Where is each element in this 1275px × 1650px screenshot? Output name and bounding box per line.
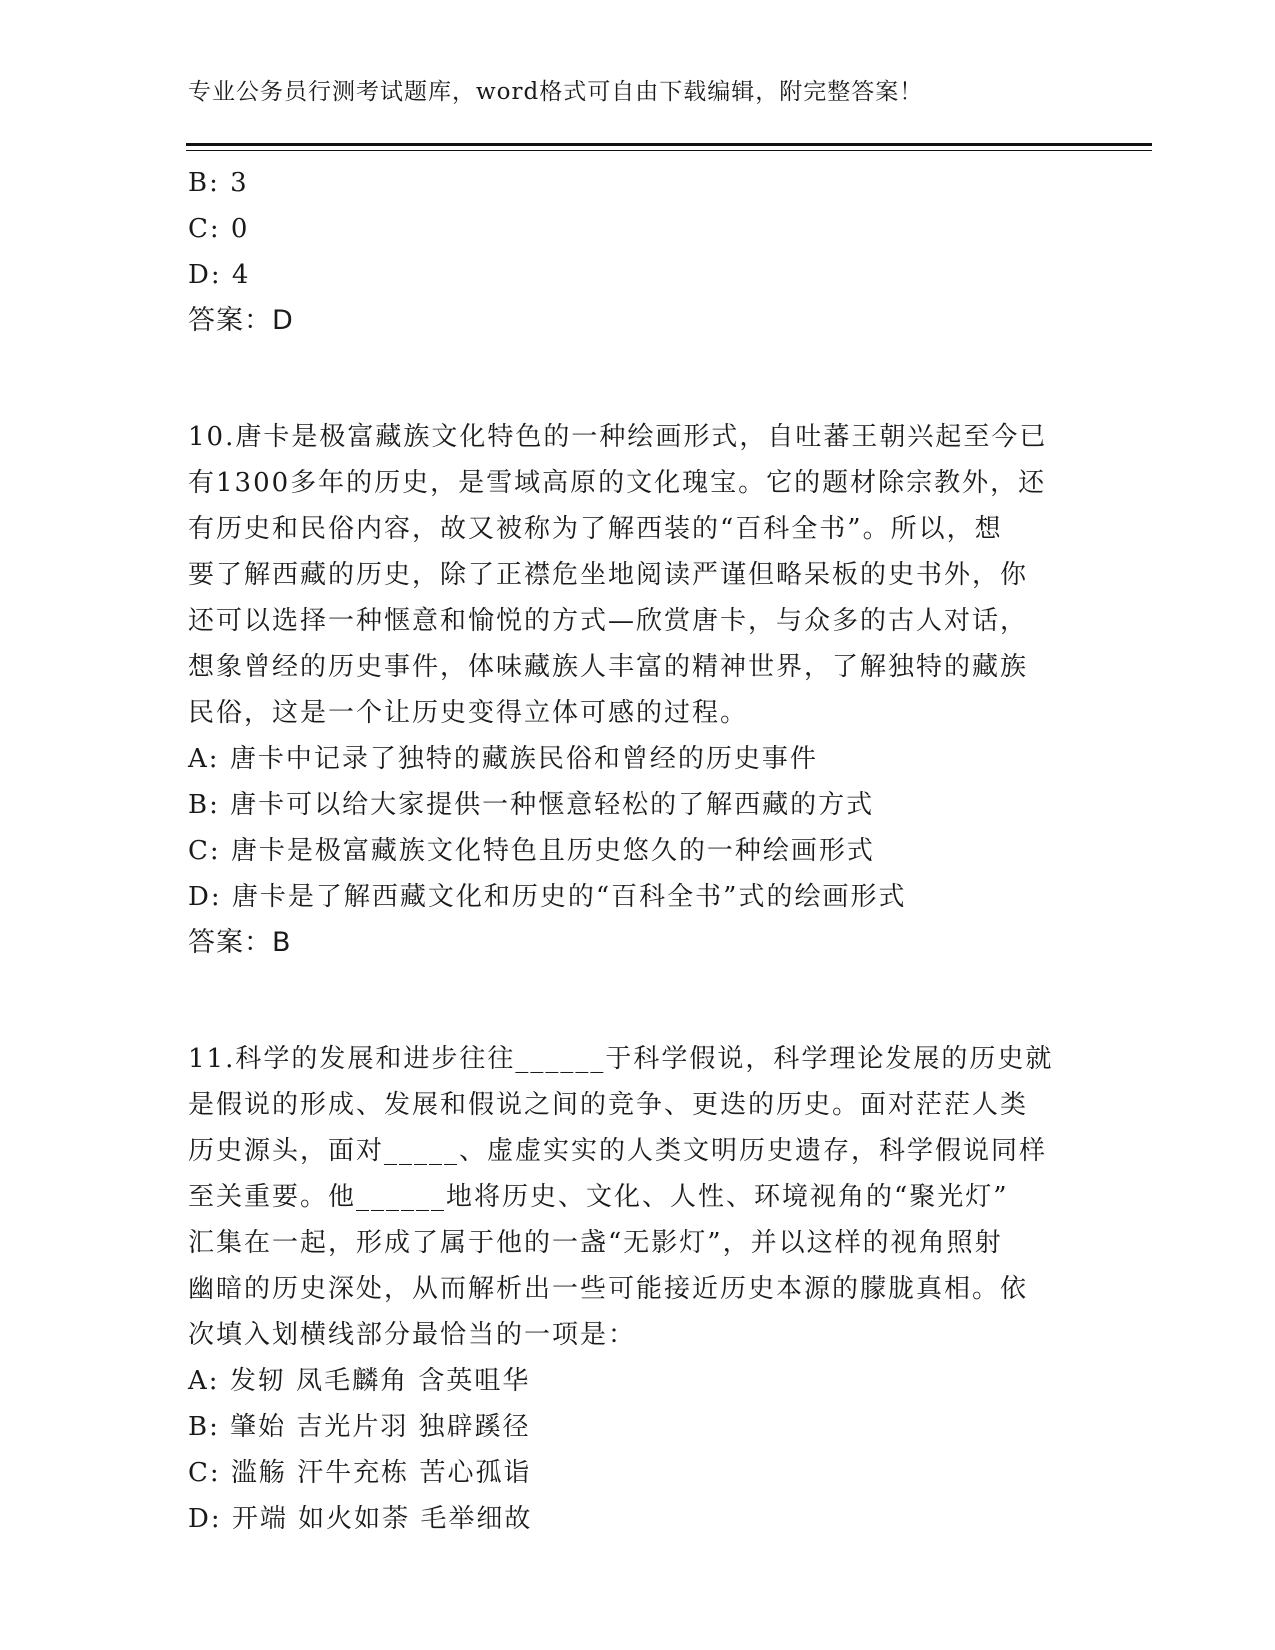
option-text: 唐卡是极富藏族文化特色且历史悠久的一种绘画形式 — [230, 836, 875, 866]
question-text-line: 民俗，这是一个让历史变得立体可感的过程。 — [188, 698, 749, 728]
spacer — [188, 966, 1088, 1012]
question-text-line: 还可以选择一种惬意和愉悦的方式—欣赏唐卡，与众多的古人对话， — [188, 606, 1029, 636]
question-text-line: 有1300多年的历史，是雪域高原的文化瑰宝。它的题材除宗教外，还 — [188, 468, 1047, 498]
option-b — [188, 160, 1088, 206]
option-a — [188, 1358, 1088, 1404]
question-text-line: 历史源头，面对_____、虚虚实实的人类文明历史遗存，科学假说同样 — [188, 1136, 1048, 1166]
document-body — [188, 160, 1088, 1542]
option-label: C: — [188, 1458, 221, 1488]
prev-question-options — [188, 160, 1088, 298]
option-text: 滥觞 汗牛充栋 苦心孤诣 — [230, 1458, 532, 1488]
question-text-line: 至关重要。他______地将历史、文化、人性、环境视角的“聚光灯” — [188, 1182, 1009, 1212]
spacer — [188, 344, 1088, 390]
question-text-line: 11.科学的发展和进步往往______于科学假说，科学理论发展的历史就 — [188, 1044, 1054, 1074]
page-header: 专业公务员行测考试题库，word格式可自由下载编辑，附完整答案！ — [188, 79, 924, 105]
option-a — [188, 736, 1088, 782]
option-text: 唐卡中记录了独特的藏族民俗和曾经的历史事件 — [229, 744, 818, 774]
question-text-line: 次填入划横线部分最恰当的一项是： — [188, 1320, 637, 1350]
question-text-line: 要了解西藏的历史，除了正襟危坐地阅读严谨但略呆板的史书外，你 — [188, 560, 1029, 590]
question-11 — [188, 1036, 1088, 1542]
answer-line: 答案：D — [188, 305, 294, 336]
option-label: C: — [188, 214, 221, 244]
spacer — [188, 390, 1088, 414]
option-label: B: — [188, 790, 220, 820]
option-text: 0 — [230, 214, 250, 244]
option-text: 发轫 凤毛麟角 含英咀华 — [229, 1366, 531, 1396]
spacer — [188, 1012, 1088, 1036]
question-10 — [188, 414, 1088, 966]
option-text: 4 — [231, 260, 251, 290]
option-b — [188, 782, 1088, 828]
option-c — [188, 206, 1088, 252]
option-label: D: — [188, 260, 222, 290]
option-label: C: — [188, 836, 221, 866]
question-text-line: 想象曾经的历史事件，体味藏族人丰富的精神世界，了解独特的藏族 — [188, 652, 1029, 682]
option-label: D: — [188, 882, 222, 912]
option-text: 唐卡可以给大家提供一种惬意轻松的了解西藏的方式 — [230, 790, 875, 820]
answer-line: 答案：B — [188, 927, 292, 958]
option-text: 开端 如火如荼 毛举细故 — [231, 1504, 533, 1534]
question-text-line: 汇集在一起，形成了属于他的一盏“无影灯”，并以这样的视角照射 — [188, 1228, 1003, 1258]
option-d — [188, 874, 1088, 920]
option-d — [188, 252, 1088, 298]
option-c — [188, 828, 1088, 874]
header-rule-thick — [186, 143, 1152, 146]
question-text-line: 有历史和民俗内容，故又被称为了解西装的“百科全书”。所以，想 — [188, 514, 1003, 544]
option-label: A: — [188, 744, 220, 774]
question-text-line: 是假说的形成、发展和假说之间的竞争、更迭的历史。面对茫茫人类 — [188, 1090, 1029, 1120]
question-text-line: 幽暗的历史深处，从而解析出一些可能接近历史本源的朦胧真相。依 — [188, 1274, 1029, 1304]
option-label: B: — [188, 168, 220, 198]
option-text: 唐卡是了解西藏文化和历史的“百科全书”式的绘画形式 — [231, 882, 907, 912]
option-label: A: — [188, 1366, 220, 1396]
question-text-line: 10.唐卡是极富藏族文化特色的一种绘画形式，自吐蕃王朝兴起至今已 — [188, 422, 1048, 452]
option-c — [188, 1450, 1088, 1496]
option-b — [188, 1404, 1088, 1450]
option-text: 3 — [230, 168, 249, 198]
header-rule-thin — [186, 150, 1152, 151]
option-label: B: — [188, 1412, 220, 1442]
option-d — [188, 1496, 1088, 1542]
option-label: D: — [188, 1504, 222, 1534]
option-text: 肇始 吉光片羽 独辟蹊径 — [230, 1412, 531, 1442]
